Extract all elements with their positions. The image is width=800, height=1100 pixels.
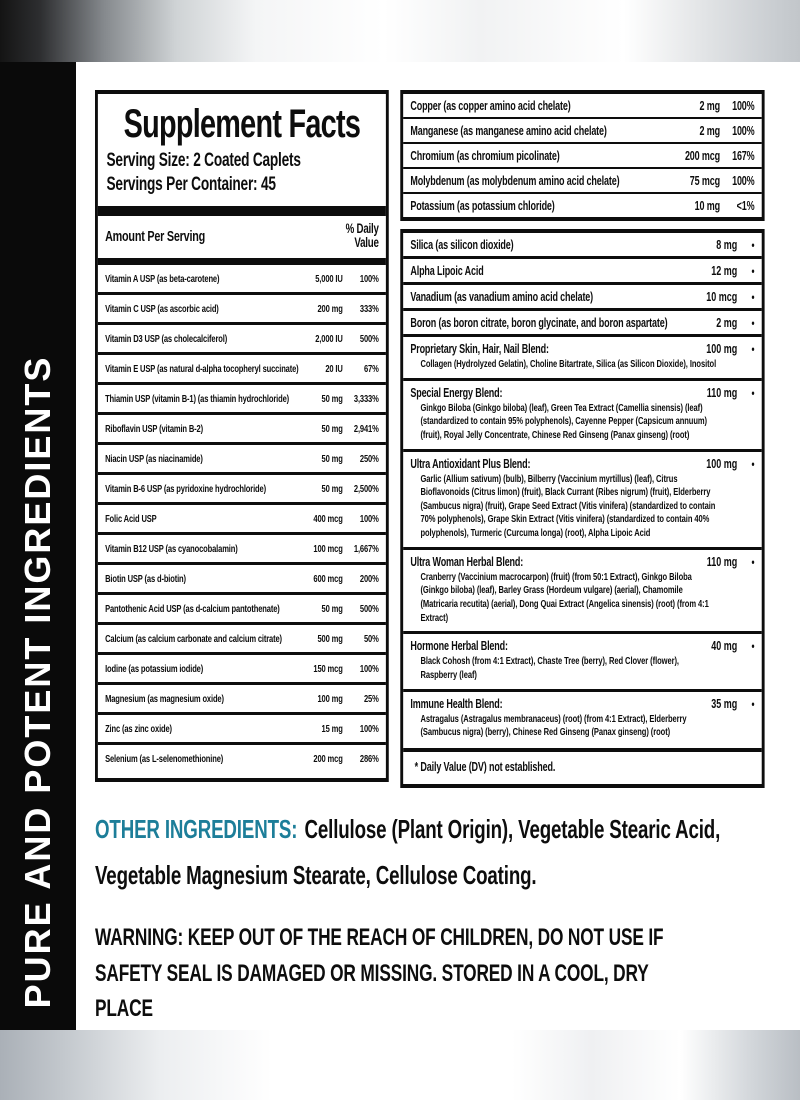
no-daily-value-marker: •	[751, 385, 755, 400]
ingredient-amount: 2 mg	[716, 316, 738, 330]
ingredient-row	[403, 233, 762, 256]
mineral-rows	[403, 94, 762, 217]
warning-text: WARNING: KEEP OUT OF THE REACH OF CHILDREN, DO NOT USE IF SAFETY SEAL IS DAMAGED OR MISSING. STORED IN A COOL, DRY PLACE	[95, 924, 664, 1022]
ingredient-amount: 10 mg	[694, 198, 720, 213]
ingredient-row	[98, 352, 386, 382]
ingredient-name: Biotin USP (as d-biotin)	[105, 572, 186, 585]
ingredient-amount: 10 mcg	[706, 290, 738, 304]
ingredient-daily-value: 50%	[363, 632, 379, 645]
divider-medium	[98, 258, 386, 265]
ingredient-row	[98, 412, 386, 442]
ingredient-name: Manganese (as manganese amino acid chelate)	[410, 123, 607, 138]
ingredient-daily-value: 250%	[359, 452, 379, 465]
blend-ingredient-details: Astragalus (Astragalus membranaceus) (root) (from 4:1 Extract), Elderberry (Sambucus nigra) (berry), Chinese Red Ginseng (Panax ginseng) (root)	[420, 712, 687, 739]
ingredient-amount: 2 mg	[699, 98, 720, 113]
side-banner-text: PURE AND POTENT INGREDIENTS	[17, 355, 58, 1008]
ingredient-name: Ultra Antioxidant Plus Blend:	[410, 456, 531, 471]
ingredient-name: Vitamin C USP (as ascorbic acid)	[105, 302, 219, 315]
ingredient-amount: 50 mg	[321, 602, 343, 615]
ingredient-amount: 5,000 IU	[315, 272, 343, 285]
ingredient-name: Chromium (as chromium picolinate)	[410, 148, 560, 163]
ingredient-row	[98, 712, 386, 742]
ingredient-name: Special Energy Blend:	[410, 385, 503, 400]
ingredient-daily-value: 100%	[359, 512, 379, 525]
ingredient-amount: 75 mcg	[689, 173, 720, 188]
no-daily-value-marker: •	[751, 238, 755, 252]
right-column	[400, 90, 764, 788]
ingredient-amount: 500 mg	[317, 632, 343, 645]
ingredient-row	[98, 622, 386, 652]
ingredient-name: Iodine (as potassium iodide)	[105, 662, 204, 675]
ingredient-name: Vitamin A USP (as beta-carotene)	[105, 272, 220, 285]
daily-value-footnote: * Daily Value (DV) not established.	[414, 759, 556, 774]
ingredient-row	[98, 592, 386, 622]
blend-ingredient-details: Garlic (Allium sativum) (bulb), Bilberry (Vaccinium myrtillus) (leaf), Citrus Bioflavonoids (Citrus limon) (fruit), Black Currant (Ribes nigrum) (fruit), Elderberry (Sambucus nigra) (fruit), Grape Seed Extract (Vitis vinifera) (standardized to contain 70% polyphenols), Grape Skin Extract (Vitis vinifera) (standardized to contain 40% polyphenols), Turmeric (Curcuma longa) (root), Alpha Lipoic Acid	[420, 472, 716, 540]
metallic-band-bottom	[0, 1030, 800, 1100]
supplement-facts-panel	[95, 90, 389, 782]
blend-ingredient-details: Ginkgo Biloba (Ginkgo biloba) (leaf), Green Tea Extract (Camellia sinensis) (leaf) (standardized to contain 95% polyphenols), Cayenne Pepper (Capsicum annuum) (fruit), Royal Jelly Concentrate, Chinese Red Ginseng (Panax ginseng) (root)	[420, 401, 707, 441]
ingredient-amount: 20 IU	[325, 362, 343, 375]
ingredient-row	[98, 562, 386, 592]
ingredient-row	[98, 532, 386, 562]
ingredient-name: Vitamin B12 USP (as cyanocobalamin)	[105, 542, 238, 555]
ingredient-name: Silica (as silicon dioxide)	[410, 238, 514, 252]
ingredient-daily-value: 100%	[732, 98, 755, 113]
label-main	[0, 62, 800, 1030]
ingredient-name: Niacin USP (as niacinamide)	[105, 452, 203, 465]
servings-per-container: Servings Per Container: 45	[106, 173, 276, 195]
ingredient-amount: 40 mg	[711, 639, 738, 654]
ingredient-row	[403, 334, 762, 378]
ingredient-amount: 100 mg	[317, 692, 343, 705]
no-daily-value-marker: •	[751, 554, 755, 569]
ingredient-name: Vanadium (as vanadium amino acid chelate)	[410, 290, 594, 304]
ingredient-name: Potassium (as potassium chloride)	[410, 198, 555, 213]
ingredient-name: Calcium (as calcium carbonate and calcium citrate)	[105, 632, 282, 645]
ingredient-row	[98, 502, 386, 532]
ingredient-amount: 100 mcg	[313, 542, 343, 555]
ingredient-amount: 100 mg	[706, 342, 738, 356]
ingredient-name: Zinc (as zinc oxide)	[105, 722, 172, 735]
label-area	[76, 62, 800, 1030]
ingredient-row	[403, 378, 762, 449]
ingredient-row	[98, 472, 386, 502]
ingredient-daily-value: 200%	[359, 572, 379, 585]
ingredient-amount: 200 mg	[317, 302, 343, 315]
ingredient-row	[403, 142, 762, 167]
ingredient-row	[403, 282, 762, 308]
ingredient-amount: 2 mg	[699, 123, 720, 138]
no-daily-value-marker: •	[751, 696, 755, 711]
no-daily-value-marker: •	[751, 290, 755, 304]
ingredient-name: Boron (as boron citrate, boron glycinate, and boron aspartate)	[410, 316, 668, 330]
blend-ingredient-details: Cranberry (Vaccinium macrocarpon) (fruit) (from 50:1 Extract), Ginkgo Biloba (Ginkgo biloba) (leaf), Barley Grass (Hordeum vulgare) (aerial), Chamomile (Matricaria recutita) (aerial), Dong Quai Extract (Angelica sinensis) (root) (from 4:1 Extract)	[420, 570, 709, 624]
ingredient-amount: 200 mcg	[313, 752, 343, 765]
ingredient-daily-value: 100%	[359, 722, 379, 735]
ingredient-amount: 200 mcg	[684, 148, 720, 163]
ingredient-name: Pantothenic Acid USP (as d-calcium pantothenate)	[105, 602, 280, 615]
minerals-panel	[400, 90, 764, 221]
ingredient-row	[403, 547, 762, 632]
metallic-band-top	[0, 0, 800, 62]
ingredient-daily-value: 500%	[359, 332, 379, 345]
ingredient-amount: 50 mg	[321, 392, 343, 405]
ingredient-row	[98, 382, 386, 412]
ingredient-row	[403, 167, 762, 192]
ingredient-row	[98, 742, 386, 772]
ingredient-daily-value: 100%	[359, 662, 379, 675]
side-banner	[0, 62, 76, 1030]
ingredient-daily-value: 500%	[359, 602, 379, 615]
ingredient-daily-value: 2,941%	[353, 422, 379, 435]
ingredient-amount: 400 mcg	[313, 512, 343, 525]
ingredient-name: Vitamin D3 USP (as cholecalciferol)	[105, 332, 228, 345]
other-ingredients-text: Cellulose (Plant Origin), Vegetable Stearic Acid, Vegetable Magnesium Stearate, Cellulose Coating.	[95, 813, 721, 891]
ingredient-name: Proprietary Skin, Hair, Nail Blend:	[410, 342, 549, 356]
ingredient-daily-value: 100%	[359, 272, 379, 285]
ingredient-row	[403, 631, 762, 688]
ingredient-name: Copper (as copper amino acid chelate)	[410, 98, 571, 113]
ingredient-amount: 50 mg	[321, 452, 343, 465]
ingredient-daily-value: 167%	[732, 148, 755, 163]
blends-panel	[400, 229, 764, 788]
ingredient-row	[403, 192, 762, 217]
ingredient-daily-value: 286%	[359, 752, 379, 765]
blend-ingredient-details: Collagen (Hydrolyzed Gelatin), Choline Bitartrate, Silica (as Silicon Dioxide), Inositol	[420, 358, 717, 370]
ingredient-row	[98, 442, 386, 472]
ingredient-name: Hormone Herbal Blend:	[410, 639, 508, 654]
vitamin-rows	[98, 265, 386, 778]
blend-rows	[403, 233, 762, 746]
ingredient-daily-value: 25%	[363, 692, 379, 705]
ingredient-name: Alpha Lipoic Acid	[410, 264, 484, 278]
amount-per-serving-header: Amount Per Serving	[105, 227, 206, 245]
ingredient-daily-value: 67%	[363, 362, 379, 375]
ingredient-row	[403, 256, 762, 282]
no-daily-value-marker: •	[751, 456, 755, 471]
no-daily-value-marker: •	[751, 264, 755, 278]
ingredient-row	[403, 117, 762, 142]
serving-size: Serving Size: 2 Coated Caplets	[106, 150, 301, 171]
ingredient-daily-value: 3,333%	[353, 392, 379, 405]
ingredient-amount: 50 mg	[321, 422, 343, 435]
ingredient-amount: 150 mcg	[313, 662, 343, 675]
ingredient-amount: 600 mcg	[313, 572, 343, 585]
ingredient-row	[403, 308, 762, 334]
ingredient-amount: 110 mg	[706, 385, 738, 400]
other-ingredients	[95, 806, 775, 899]
ingredient-name: Vitamin E USP (as natural d-alpha tocopheryl succinate)	[105, 362, 299, 375]
no-daily-value-marker: •	[751, 639, 755, 654]
ingredient-amount: 2,000 IU	[315, 332, 343, 345]
ingredient-name: Molybdenum (as molybdenum amino acid chelate)	[410, 173, 620, 188]
ingredient-row	[98, 265, 386, 292]
ingredient-name: Ultra Woman Herbal Blend:	[410, 554, 524, 569]
ingredient-amount: 110 mg	[706, 554, 738, 569]
no-daily-value-marker: •	[751, 342, 755, 356]
no-daily-value-marker: •	[751, 316, 755, 330]
ingredient-daily-value: 100%	[732, 173, 755, 188]
ingredient-row	[403, 689, 762, 746]
ingredient-row	[98, 322, 386, 352]
ingredient-amount: 50 mg	[321, 482, 343, 495]
ingredient-daily-value: 2,500%	[353, 482, 379, 495]
ingredient-row	[98, 682, 386, 712]
ingredient-name: Vitamin B-6 USP (as pyridoxine hydrochloride)	[105, 482, 266, 495]
ingredient-daily-value: 1,667%	[353, 542, 379, 555]
ingredient-name: Riboflavin USP (vitamin B-2)	[105, 422, 203, 435]
ingredient-name: Selenium (as L-selenomethionine)	[105, 752, 224, 765]
ingredient-daily-value: 100%	[732, 123, 755, 138]
ingredient-row	[98, 652, 386, 682]
divider-thick	[98, 206, 386, 216]
panel-title: Supplement Facts	[123, 102, 361, 146]
ingredient-amount: 8 mg	[716, 238, 738, 252]
ingredient-name: Thiamin USP (vitamin B-1) (as thiamin hydrochloride)	[105, 392, 290, 405]
ingredient-amount: 35 mg	[711, 696, 738, 711]
other-ingredients-label: OTHER INGREDIENTS:	[95, 813, 298, 844]
ingredient-daily-value: 333%	[359, 302, 379, 315]
ingredient-name: Immune Health Blend:	[410, 696, 503, 711]
ingredient-row	[98, 292, 386, 322]
ingredient-daily-value: <1%	[736, 198, 755, 213]
blend-ingredient-details: Black Cohosh (from 4:1 Extract), Chaste Tree (berry), Red Clover (flower), Raspberry (leaf)	[420, 655, 679, 681]
ingredient-row	[403, 94, 762, 117]
ingredient-amount: 12 mg	[711, 264, 738, 278]
ingredient-amount: 100 mg	[706, 456, 738, 471]
daily-value-header: % Daily Value	[345, 220, 379, 251]
ingredient-amount: 15 mg	[321, 722, 343, 735]
ingredient-name: Folic Acid USP	[105, 512, 157, 525]
ingredient-row	[403, 449, 762, 547]
ingredient-name: Magnesium (as magnesium oxide)	[105, 692, 224, 705]
column-headers	[98, 216, 386, 258]
